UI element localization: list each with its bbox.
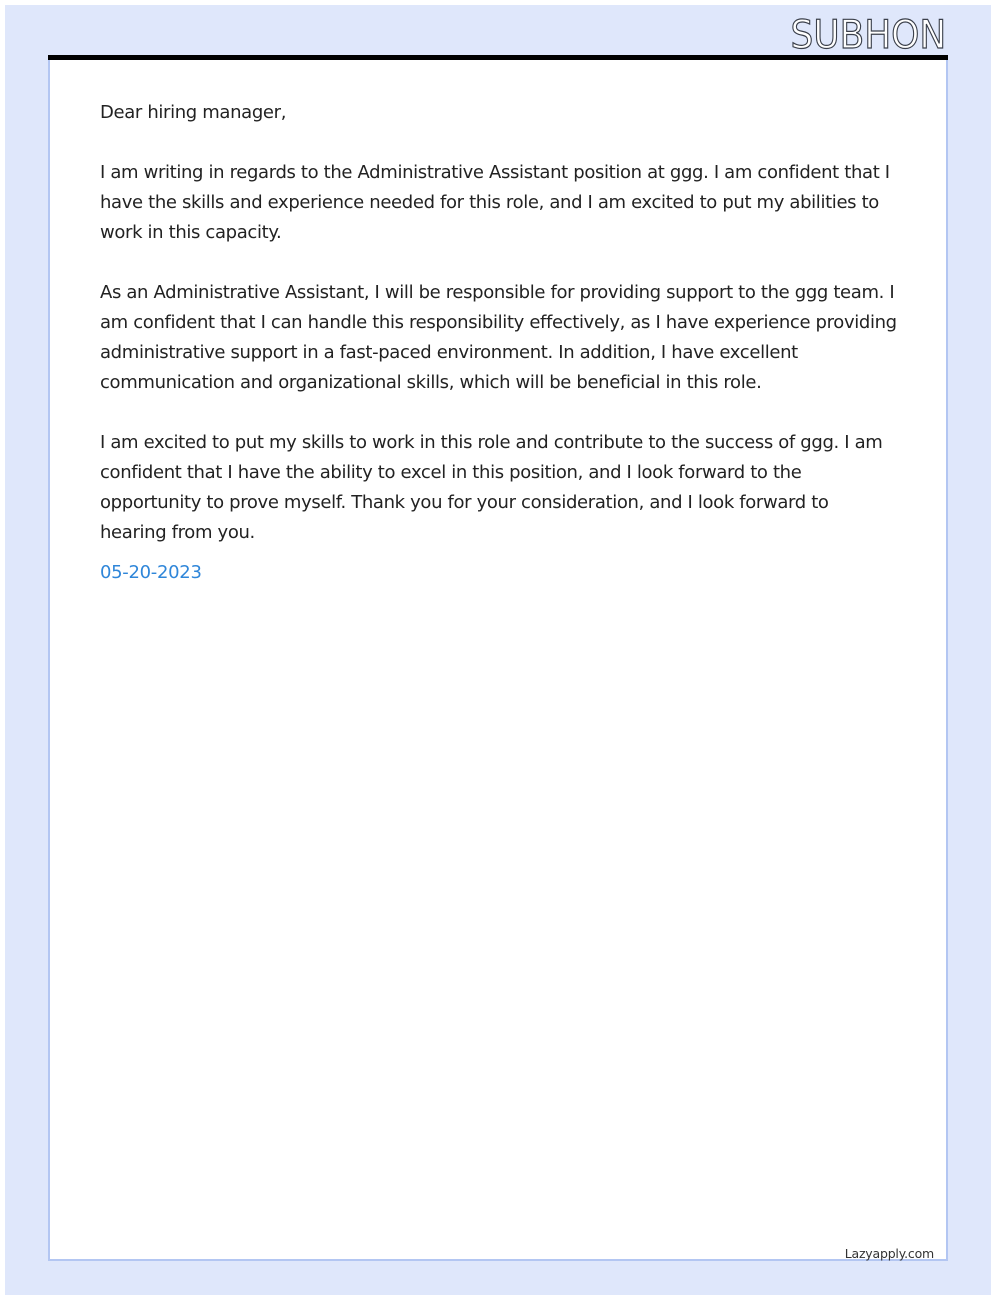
applicant-name: SUBHON [790, 13, 946, 58]
footer-brand-watermark: Lazyapply.com [844, 1246, 934, 1261]
cover-letter-body [100, 98, 900, 588]
salutation: Dear hiring manager, [100, 102, 287, 123]
letter-paragraph-3: I am excited to put my skills to work in this role and contribute to the success of ggg. I am confident that I have the ability to excel in this position, and I look forward to the opportunity to prove myself. Thank you for your consideration, and I look forward to hearing from you. [100, 432, 883, 543]
letter-paragraph-1: I am writing in regards to the Administrative Assistant position at ggg. I am confident that I have the skills and experience needed for this role, and I am excited to put my abilities to work in this capacity. [100, 162, 890, 243]
letter-paragraph-2: As an Administrative Assistant, I will be responsible for providing support to the ggg team. I am confident that I can handle this responsibility effectively, as I have experience providing administrative support in a fast-paced environment. In addition, I have excellent communication and organizational skills, which will be beneficial in this role. [100, 282, 897, 393]
letter-date: 05-20-2023 [100, 562, 202, 583]
